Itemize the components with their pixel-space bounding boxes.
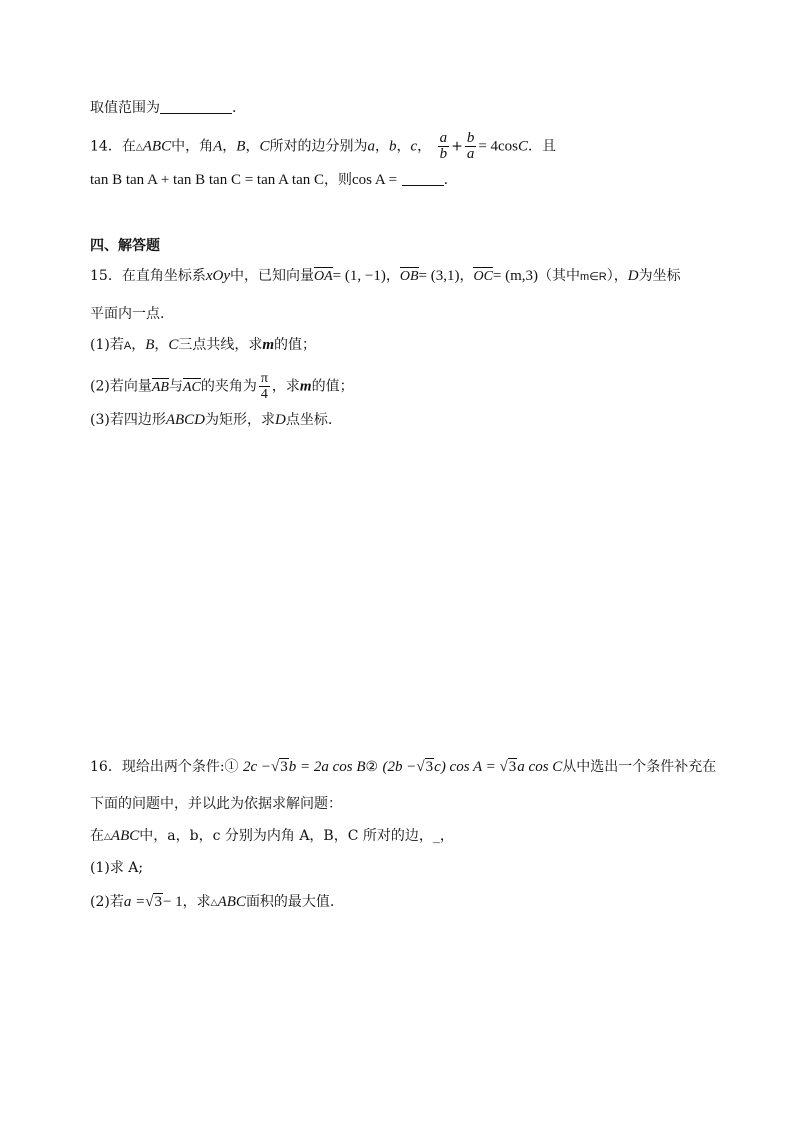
vector-ab: AB xyxy=(151,379,169,395)
question-16-part1: (1)求 A; xyxy=(90,860,144,876)
fraction-pi-over-4: $\frac{\pi}{4}$ xyxy=(260,371,268,402)
answer-blank xyxy=(402,171,444,186)
fraction-a-over-b: $\frac{a}{b}$ xyxy=(439,130,448,162)
section-heading: 四、解答题 xyxy=(90,238,160,254)
vector-oc: OC xyxy=(473,269,493,284)
question-15: 15．在直角坐标系xOy中，已知向量OA= (1, −1)，OB= (3,1)，OC= (m,3)（其中m∈R），D为坐标 xyxy=(90,268,681,284)
question-15-part2: (2)若向量AB与AC的夹角为 $\frac{\pi}{4}$ ，求m的值； xyxy=(90,371,354,402)
fraction-b-over-a: $\frac{b}{a}$ xyxy=(466,130,475,162)
vector-ac: AC xyxy=(182,379,201,395)
q13-tail: 取值范围为 . xyxy=(90,100,237,116)
question-15-part1: (1)若A，B，C三点共线，求m的值； xyxy=(90,337,317,353)
question-14: 14．在△ABC中，角A，B，C所对的边分别为a，b，c， $\frac{a}{b}$ + $\frac{b}{a}$ = 4cosC．且 xyxy=(90,130,557,162)
condition-1: 2c −√3b = 2a cos B xyxy=(242,759,366,775)
question-16-line2: 下面的问题中，并以此为依据求解问题： xyxy=(90,796,342,812)
vector-oa: OA xyxy=(313,269,333,284)
vector-ob: OB xyxy=(399,269,419,284)
question-16-line3: 在△ABC中，a，b，c 分别为内角 A，B，C 所对的边，_， xyxy=(90,828,454,844)
question-15-line2: 平面内一点. xyxy=(90,306,165,322)
question-16-part2: (2)若a =√3− 1，求△ABC面积的最大值. xyxy=(90,894,335,910)
answer-blank xyxy=(160,99,232,114)
condition-2: (2b −√3c) cos A = √3a cos C xyxy=(382,759,563,775)
question-15-part3: (3)若四边形ABCD为矩形，求D点坐标. xyxy=(90,412,333,428)
question-16: 16．现给出两个条件:① 2c −√3b = 2a cos B② (2b −√3c) cos A = √3a cos C从中选出一个条件补充在 xyxy=(90,759,717,775)
question-14-line2: tan B tan A + tan B tan C = tan A tan C，则cos A = . xyxy=(90,172,449,188)
